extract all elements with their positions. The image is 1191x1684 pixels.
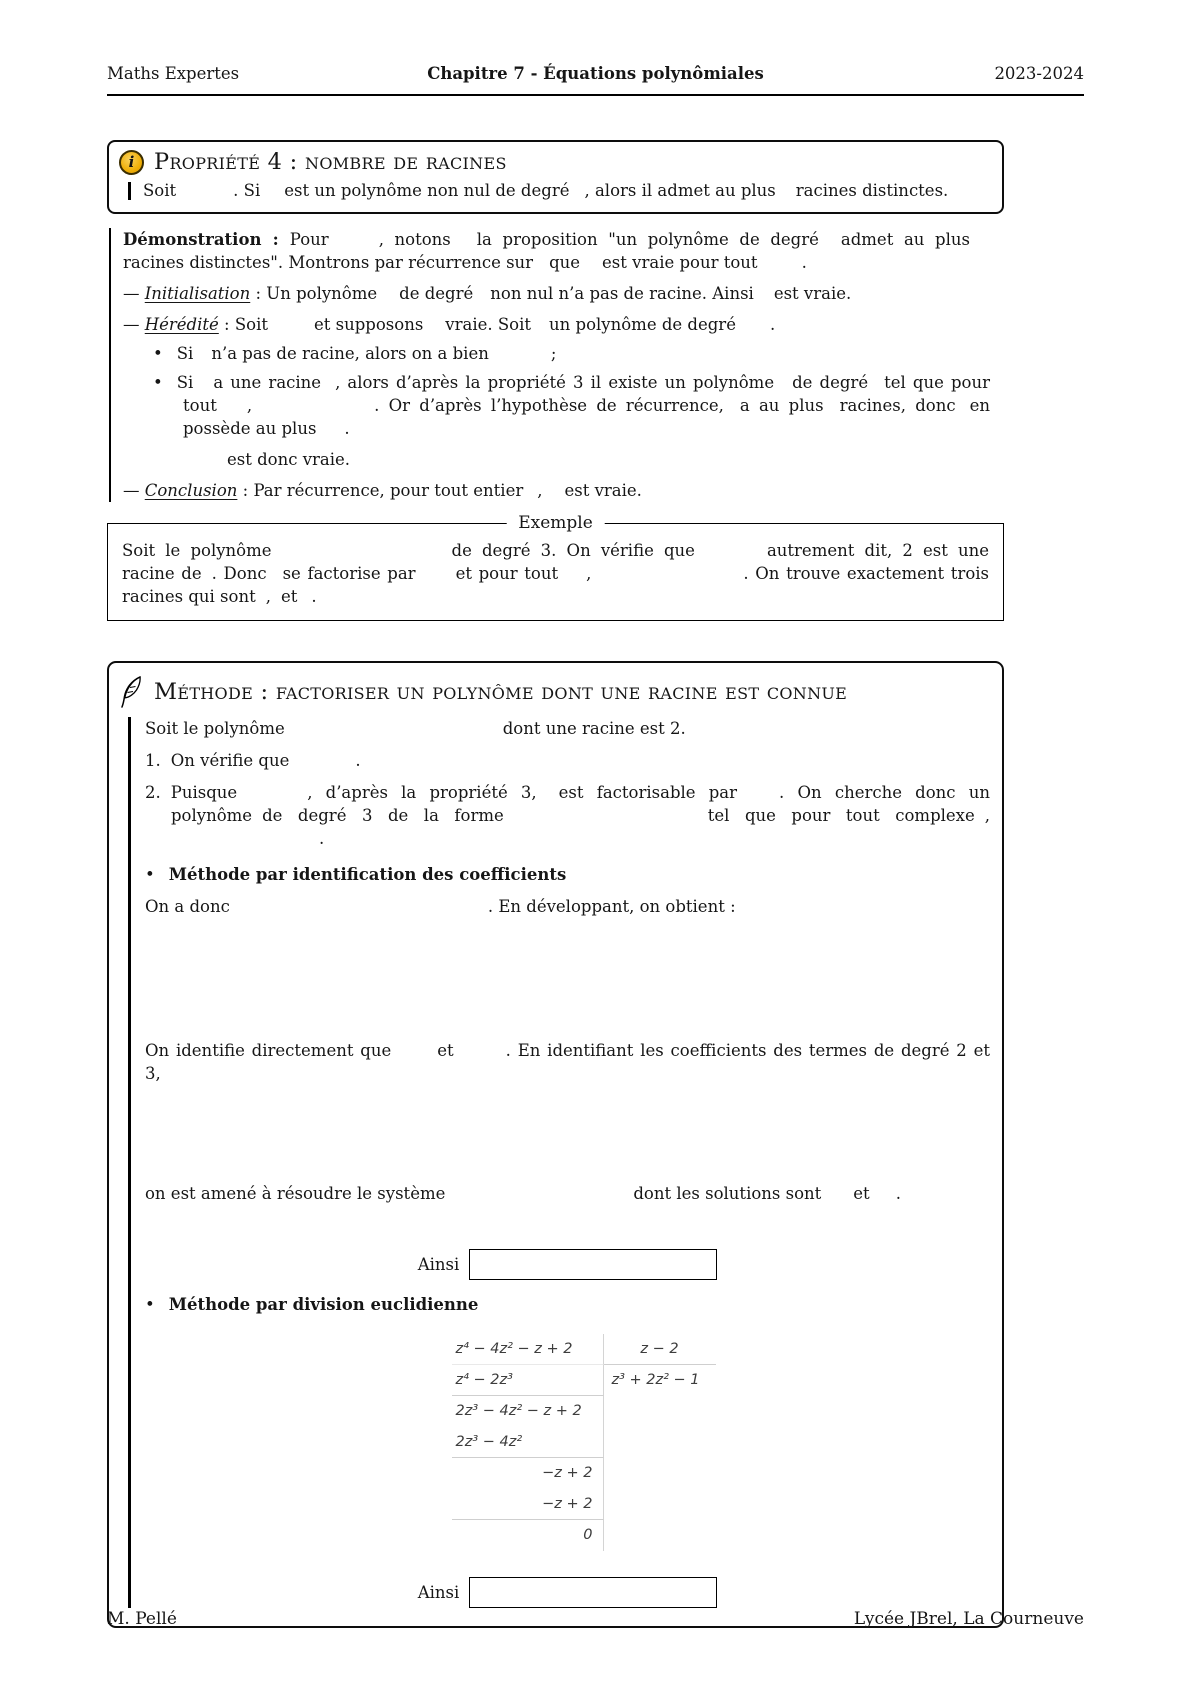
quill-icon	[119, 675, 143, 709]
method-intro: Soit le polynôme dont une racine est 2.	[145, 719, 686, 738]
property-title: Propriété 4 : nombre de racines	[154, 149, 507, 175]
identification-line-2: On identifie directement que et . En identifiant les coefficients des termes de degré 2 et 3,	[145, 1041, 991, 1083]
header-chapter-title: Chapitre 7 - Équations polynômiales	[427, 64, 764, 83]
page-footer	[107, 1608, 1084, 1631]
division-cell-empty	[604, 1427, 716, 1458]
header-course: Maths Expertes	[107, 64, 240, 83]
method-title: Méthode : factoriser un polynôme dont une racine est connue	[154, 679, 848, 705]
property-title-row	[119, 148, 990, 176]
statement-rule-marker	[128, 182, 131, 200]
page-body	[107, 140, 1004, 1628]
division-quotient: z³ + 2z² − 1	[611, 1372, 700, 1388]
blank-workspace	[145, 918, 990, 1030]
division-dividend: z⁴ − 4z² − z + 2	[452, 1334, 604, 1365]
demonstration-intro: Démonstration : Pour , notons la proposition "un polynôme de degré admet au plusracines distinctes". Montrons par récurrence sur que est vraie pour tout .	[123, 230, 970, 272]
method-title-row	[119, 675, 990, 709]
demonstration-conclusion: — Conclusion : Par récurrence, pour tout entier , est vraie.	[123, 481, 642, 500]
division-row: −z + 2	[452, 1489, 604, 1520]
division-cell-empty	[604, 1520, 716, 1551]
case-no-root: • Si n’a pas de racine, alors on a bien ;	[153, 344, 557, 363]
example-body: Soit le polynôme de degré 3. On vérifie que autrement dit, 2 est une racine de . Donc se factorise par et pour tout , . On trouve exactement trois racines qui sont , et .	[122, 541, 989, 606]
division-row: 2z³ − 4z²	[452, 1427, 604, 1458]
answer-box	[469, 1577, 717, 1608]
page-header	[107, 62, 1084, 96]
division-row: 2z³ − 4z² − z + 2	[452, 1396, 604, 1427]
header-year: 2023-2024	[994, 64, 1084, 83]
polynomial-division-table	[452, 1334, 716, 1551]
ainsi-label: Ainsi	[417, 1255, 460, 1274]
info-icon	[119, 150, 144, 175]
footer-author: M. Pellé	[107, 1609, 177, 1629]
method-content	[128, 717, 990, 1608]
ainsi-label: Ainsi	[417, 1583, 460, 1602]
method-step-2: 2. Puisque , d’après la propriété 3, est factorisable par . On cherche donc un polynôme de degré 3 de la forme tel que pour tout complexe ,.	[145, 783, 990, 848]
division-heading: • Méthode par division euclidienne	[145, 1295, 479, 1314]
p-vraie-line: est donc vraie.	[227, 450, 351, 469]
property-statement: Soit . Si est un polynôme non nul de degré , alors il admet au plus racines distinctes.	[143, 181, 949, 200]
division-remainder: 0	[452, 1520, 604, 1551]
blank-workspace	[145, 1085, 990, 1173]
identification-line-3: on est amené à résoudre le système dont les solutions sont et .	[145, 1184, 901, 1203]
division-row: z⁴ − 2z³	[452, 1365, 604, 1396]
method-step-1: 1. On vérifie que .	[145, 751, 361, 770]
property-statement-row	[119, 179, 990, 202]
ainsi-result-row	[145, 1577, 990, 1608]
demonstration-section	[109, 228, 990, 502]
division-cell-empty	[604, 1489, 716, 1520]
demonstration-initialisation: — Initialisation : Un polynôme de degré non nul n’a pas de racine. Ainsi est vraie.	[123, 284, 852, 303]
info-icon-glyph: i	[128, 152, 135, 171]
property-box	[107, 140, 1004, 214]
method-box	[107, 661, 1004, 1628]
ainsi-result-row	[145, 1249, 990, 1280]
heredite-cases	[153, 342, 990, 471]
division-divisor: z − 2	[604, 1334, 716, 1365]
identification-heading: • Méthode par identification des coefficients	[145, 865, 567, 884]
example-label: Exemple	[506, 512, 605, 535]
division-row: −z + 2	[452, 1458, 604, 1489]
division-cell-empty	[604, 1458, 716, 1489]
footer-school: Lycée JBrel, La Courneuve	[853, 1609, 1084, 1629]
case-has-root: • Si a une racine , alors d’après la propriété 3 il existe un polynôme de degré tel que pour tout , . Or d’après l’hypothèse de récurrence, a au plus racines, donc en possède au plus .	[153, 373, 990, 438]
example-box	[107, 513, 1004, 621]
answer-box	[469, 1249, 717, 1280]
demonstration-heredite: — Hérédité : Soit et supposons vraie. Soit un polynôme de degré .	[123, 315, 776, 334]
division-cell-empty	[604, 1396, 716, 1427]
identification-line-1: On a donc . En développant, on obtient :	[145, 897, 736, 916]
